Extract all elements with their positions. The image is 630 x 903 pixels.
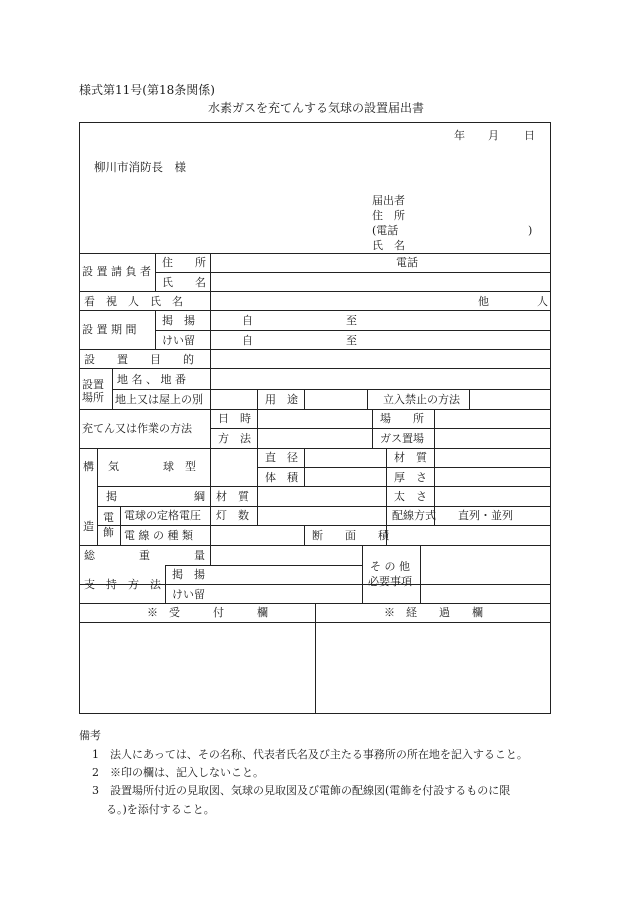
persons-label: 人 bbox=[537, 295, 548, 308]
place-label-1: 設置 bbox=[82, 378, 104, 391]
purpose-label: 設 置 目 的 bbox=[84, 353, 194, 366]
watcher-label: 看 視 人 氏 名 bbox=[84, 295, 183, 308]
other-label-2: 必要事項 bbox=[368, 575, 412, 588]
reception-header: ※ 受 付 欄 bbox=[147, 606, 268, 619]
support-method-label: 支 持 方 法 bbox=[84, 578, 161, 591]
applicant-phone: (電話 bbox=[372, 224, 399, 237]
chimei-label: 地 名 、 地 番 bbox=[117, 373, 186, 386]
usage-label: 用 途 bbox=[265, 393, 298, 406]
volume-label: 体 積 bbox=[265, 471, 298, 484]
location-label: 場 所 bbox=[380, 412, 424, 425]
structure-label-1: 構 bbox=[83, 460, 94, 473]
fill-method-label: 充てん又は作業の方法 bbox=[82, 422, 192, 435]
series-parallel-label: 直列・並列 bbox=[458, 509, 513, 522]
period-raise-from: 自 bbox=[242, 314, 253, 327]
datetime-label: 日 時 bbox=[218, 412, 251, 425]
remark-1: 1 法人にあっては、その名称、代表者氏名及び主たる事務所の所在地を記入すること。 bbox=[92, 748, 528, 761]
period-moor-from: 自 bbox=[242, 334, 253, 347]
place-label-2: 場所 bbox=[82, 391, 104, 404]
balloon-material-label: 材 質 bbox=[394, 451, 427, 464]
rope-material-label: 材 質 bbox=[216, 490, 249, 503]
support-moor-label: けい留 bbox=[172, 588, 205, 601]
remark-3: 3 設置場所付近の見取図、気球の見取図及び電飾の配線図(電飾を付設するものに限 bbox=[92, 784, 511, 797]
applicant-phone-close: ) bbox=[528, 224, 533, 237]
progress-header: ※ 経 過 欄 bbox=[384, 606, 483, 619]
wiring-label: 配線方式 bbox=[392, 509, 436, 522]
addressee: 柳川市消防長 様 bbox=[94, 160, 186, 174]
lamps-label: 灯 数 bbox=[216, 509, 249, 522]
period-raise-to: 至 bbox=[346, 314, 357, 327]
total-weight-label: 総 重 量 bbox=[84, 549, 205, 562]
rope-label: 掲 綱 bbox=[106, 490, 205, 503]
period-label: 設 置 期 間 bbox=[82, 323, 137, 336]
support-raise-label: 掲 揚 bbox=[172, 568, 205, 581]
form-number: 様式第11号(第18条関係) bbox=[79, 83, 215, 97]
remark-2: 2 ※印の欄は、記入しないこと。 bbox=[92, 766, 264, 779]
no-entry-label: 立入禁止の方法 bbox=[383, 393, 460, 406]
balloon-type-label: 気 球 型 bbox=[108, 460, 196, 473]
installer-name-label: 氏 名 bbox=[162, 276, 206, 289]
rope-thickness-label: 太 さ bbox=[394, 490, 427, 503]
period-raise-label: 掲 揚 bbox=[162, 314, 195, 327]
installer-label: 設 置 請 負 者 bbox=[82, 265, 151, 278]
voltage-label: 電球の定格電圧 bbox=[124, 509, 201, 522]
section-area-label: 断 面 積 bbox=[312, 529, 389, 542]
document-title: 水素ガスを充てんする気球の設置届出書 bbox=[208, 101, 425, 115]
applicant-name: 氏 名 bbox=[372, 239, 405, 252]
deco-label-1: 電 bbox=[103, 511, 114, 524]
structure-label-2: 造 bbox=[83, 520, 94, 533]
others-label: 他 bbox=[478, 295, 489, 308]
diameter-label: 直 径 bbox=[265, 451, 298, 464]
gas-store-label: ガス置場 bbox=[380, 432, 424, 445]
thickness-label: 厚 さ bbox=[394, 471, 427, 484]
date-day: 日 bbox=[524, 129, 535, 142]
applicant-address: 住 所 bbox=[372, 209, 405, 222]
ground-roof-label: 地上又は屋上の別 bbox=[115, 393, 203, 406]
remarks-heading: 備考 bbox=[79, 729, 101, 742]
date-year: 年 bbox=[454, 129, 465, 142]
installer-phone-label: 電話 bbox=[396, 256, 418, 269]
applicant-label: 届出者 bbox=[372, 194, 405, 207]
remark-3-cont: る。)を添付すること。 bbox=[106, 803, 215, 816]
period-moor-to: 至 bbox=[346, 334, 357, 347]
date-month: 月 bbox=[488, 129, 499, 142]
other-label-1: そ の 他 bbox=[370, 560, 410, 573]
wire-kind-label: 電 線 の 種 類 bbox=[124, 529, 193, 542]
deco-label-2: 飾 bbox=[103, 526, 114, 539]
installer-address-label: 住 所 bbox=[162, 256, 206, 269]
period-moor-label: けい留 bbox=[162, 334, 195, 347]
method-label: 方 法 bbox=[218, 432, 251, 445]
